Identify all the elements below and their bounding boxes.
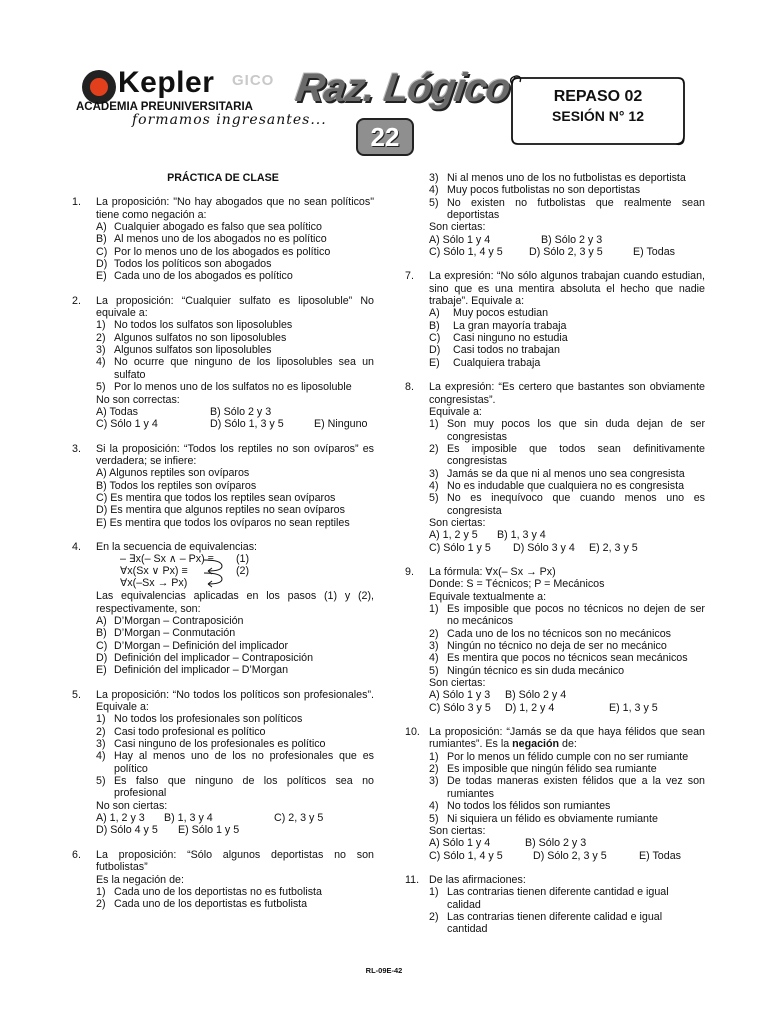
option: 2) Es imposible que todos sean definitivamente congresistas	[429, 442, 705, 468]
question-stem: En la secuencia de equivalencias:	[96, 540, 258, 553]
option: B) D’Morgan – Conmutación	[96, 627, 236, 640]
question-number: 7.	[405, 270, 414, 283]
option: A) Muy pocos estudian	[429, 307, 549, 320]
question-1	[72, 196, 374, 282]
option: 2) Cada uno de los deportistas es futbolista	[96, 898, 308, 911]
question-number: 1.	[72, 196, 81, 209]
question-9	[405, 566, 705, 714]
right-column	[405, 172, 705, 948]
question-number: 2.	[72, 294, 81, 307]
answer-row: C) Sólo 1, 4 y 5 D) Sólo 2, 3 y 5 E) Todas	[429, 246, 675, 259]
option: 1) Cada uno de los deportistas no es futbolista	[96, 885, 322, 898]
academy-name: ACADEMIA PREUNIVERSITARIA	[76, 101, 253, 113]
option: 4) Es mentira que pocos no técnicos sean mecánicos	[429, 652, 688, 665]
slogan: formamos ingresantes...	[132, 112, 327, 128]
question-2	[72, 295, 374, 431]
option: 5) No es inequívoco que cuando menos uno es congresista	[429, 492, 705, 517]
step-label: (1)	[236, 553, 250, 566]
option: D) Es mentira que algunos reptiles no sean ovíparos	[96, 504, 345, 517]
page-footer-code: RL-09E-42	[365, 966, 403, 975]
option: 3) Casi ninguno de los profesionales es político	[96, 738, 326, 751]
option: 1) Por lo menos un félido cumple con no ser rumiante	[429, 750, 689, 763]
question-stem: La expresión: “Es certero que bastantes son obviamente congresistas”.	[429, 381, 705, 406]
option: D) Casi todos no trabajan	[429, 344, 560, 357]
emphasis-negation: negación	[512, 738, 560, 751]
option: 5) Es falso que ninguno de los políticos sea no profesional	[96, 775, 374, 800]
question-prompt: Las equivalencias aplicadas en los pasos (1) y (2), respectivamente, son:	[96, 590, 374, 615]
question-3	[72, 443, 374, 529]
option: 1) No todos los profesionales son políticos	[96, 713, 303, 726]
answer-prompt: Son ciertas:	[429, 824, 486, 837]
answer-row: A) 1, 2 y 5 B) 1, 3 y 4	[429, 529, 546, 542]
option: 3) De todas maneras existen félidos que a la vez son rumiantes	[429, 775, 705, 800]
question-stem: La proposición: “Jamás se da que haya félidos que sean rumiantes”. Es la negación de:	[429, 726, 705, 751]
option: A) D’Morgan – Contraposición	[96, 614, 244, 627]
question-prompt: Es la negación de:	[96, 873, 184, 886]
option: E) Cualquiera trabaja	[429, 356, 541, 369]
option: C) Es mentira que todos los reptiles sean ovíparos	[96, 491, 336, 504]
option: 2) Es imposible que ningún félido sea rumiante	[429, 763, 657, 776]
option: 4) Hay al menos uno de los no profesionales que es político	[96, 750, 374, 775]
section-title: PRÁCTICA DE CLASE	[167, 172, 279, 184]
question-number: 10.	[405, 726, 420, 739]
formula-sequence	[96, 553, 374, 590]
question-stem: Si la proposición: “Todos los reptiles no son ovíparos” es verdadera; se infiere:	[96, 442, 374, 467]
question-number: 9.	[405, 565, 414, 578]
option: E) Es mentira que todos los ovíparos no sean reptiles	[96, 516, 350, 529]
question-8	[405, 381, 705, 554]
left-column	[72, 172, 374, 923]
option: C) D’Morgan – Definición del implicador	[96, 639, 289, 652]
answer-row: D) Sólo 4 y 5 E) Sólo 1 y 5	[96, 824, 240, 837]
question-number: 3.	[72, 442, 81, 455]
question-stem: La proposición: “Cualquier sulfato es liposoluble” No equivale a:	[96, 294, 374, 320]
question-stem: La proposición: “Sólo algunos deportistas no son futbolistas”	[96, 848, 374, 874]
option: E) Definición del implicador – D’Morgan	[96, 664, 289, 677]
question-prompt: Equivale a:	[429, 405, 482, 418]
option: 3) Algunos sulfatos son liposolubles	[96, 344, 272, 357]
question-stem: La expresión: “No sólo algunos trabajan cuando estudian, sino que es una mentira absoluta el hecho que nadie trabaje”. Equivale a:	[429, 270, 705, 308]
answer-row: C) Sólo 1, 4 y 5 D) Sólo 2, 3 y 5 E) Todas	[429, 849, 681, 862]
answer-row: A) Todas B) Sólo 2 y 3	[96, 405, 272, 418]
option: 3) Ningún no técnico no deja de ser no mecánico	[429, 640, 667, 653]
question-10	[405, 726, 705, 862]
answer-row: A) Sólo 1 y 3 B) Sólo 2 y 4	[429, 689, 567, 702]
option: 3) Jamás se da que ni al menos uno sea congresista	[429, 467, 685, 480]
answer-prompt: Son ciertas:	[429, 677, 486, 690]
question-definition: Donde: S = Técnicos; P = Mecánicos	[429, 578, 605, 591]
answer-prompt: No son correctas:	[96, 393, 180, 406]
formula-line: – ∃x(– Sx ∧ – Px) ≡	[120, 553, 214, 566]
question-number: 11.	[405, 873, 420, 886]
formula-line: ∀x(–Sx → Px)	[120, 577, 188, 590]
brand-ghost-text: GICO	[232, 72, 275, 89]
option: A) Algunos reptiles son ovíparos	[96, 467, 250, 480]
option: 2) Casi todo profesional es político	[96, 725, 266, 738]
option: D) Todos los políticos son abogados	[96, 258, 272, 271]
kepler-logo-icon	[82, 70, 116, 104]
question-number: 6.	[72, 848, 81, 861]
box-subtitle: SESIÓN N° 12	[552, 108, 644, 124]
question-number: 5.	[72, 688, 81, 701]
curved-arrows-icon	[200, 556, 230, 590]
option: 4) No ocurre que ninguno de los liposolubles sea un sulfato	[96, 356, 374, 381]
question-6	[72, 849, 374, 911]
option: 5) Por lo menos uno de los sulfatos no es liposoluble	[96, 381, 352, 394]
option: 2) Cada uno de los no técnicos son no mecánicos	[429, 627, 671, 640]
subject-title: Raz. Lógico	[292, 66, 513, 110]
question-6-continued	[405, 172, 705, 258]
question-number: 4.	[72, 540, 81, 553]
question-4	[72, 541, 374, 677]
question-stem: La proposición: “No todos los políticos son profesionales”. Equivale a:	[96, 688, 374, 714]
question-11	[405, 874, 705, 936]
answer-row: A) 1, 2 y 3 B) 1, 3 y 4 C) 2, 3 y 5	[96, 812, 324, 825]
option: D) Definición del implicador – Contraposición	[96, 652, 314, 664]
question-7	[405, 270, 705, 369]
number-badge: 22	[356, 118, 414, 156]
option: 5) Ningún técnico es sin duda mecánico	[429, 664, 625, 677]
formula-line: ∀x(Sx ∨ Px) ≡	[120, 565, 188, 578]
question-stem: La fórmula: ∀x(– Sx → Px)	[429, 565, 556, 578]
question-5	[72, 689, 374, 837]
question-stem: De las afirmaciones:	[429, 873, 526, 886]
brand-name: Kepler	[118, 66, 215, 99]
option: 1) Son muy pocos los que sin duda dejan de ser congresistas	[429, 418, 705, 443]
option: B) La gran mayoría trabaja	[429, 319, 567, 332]
box-title: REPASO 02	[553, 88, 643, 105]
option: 2) Algunos sulfatos no son liposolubles	[96, 331, 287, 344]
option: 4) Muy pocos futbolistas no son deportistas	[429, 184, 641, 197]
option: 4) No todos los félidos son rumiantes	[429, 800, 611, 813]
step-label: (2)	[236, 565, 250, 578]
answer-row: C) Sólo 1 y 5 D) Sólo 3 y 4 E) 2, 3 y 5	[429, 541, 638, 554]
question-stem: La proposición: "No hay abogados que no sean políticos" tiene como negación a:	[96, 196, 374, 221]
answer-prompt: Son ciertas:	[429, 221, 486, 234]
option: C) Casi ninguno no estudia	[429, 332, 568, 345]
option: 5) Ni siquiera un félido es obviamente rumiante	[429, 812, 658, 825]
question-prompt: Equivale textualmente a:	[429, 590, 547, 603]
option: B) Al menos uno de los abogados no es político	[96, 233, 327, 246]
option: A) Cualquier abogado es falso que sea político	[96, 221, 322, 234]
option: B) Todos los reptiles son ovíparos	[96, 479, 257, 492]
option: 2) Las contrarias tienen diferente calidad e igual cantidad	[429, 910, 663, 936]
answer-row: A) Sólo 1 y 4 B) Sólo 2 y 3	[429, 233, 603, 246]
option: 3) Ni al menos uno de los no futbolistas es deportista	[429, 172, 686, 184]
option: 5) No existen no futbolistas que realmente sean deportistas	[429, 196, 705, 222]
option: 4) No es indudable que cualquiera no es congresista	[429, 479, 685, 492]
answer-prompt: No son ciertas:	[96, 799, 168, 812]
option: E) Cada uno de los abogados es político	[96, 270, 293, 283]
option: 1) No todos los sulfatos son liposolubles	[96, 319, 293, 332]
option: 1) Es imposible que pocos no técnicos no dejen de ser no mecánicos	[429, 603, 705, 628]
answer-row: C) Sólo 1 y 4 D) Sólo 1, 3 y 5 E) Ninguno	[96, 418, 368, 431]
option: C) Por lo menos uno de los abogados es político	[96, 245, 331, 258]
answer-prompt: Son ciertas:	[429, 516, 486, 529]
question-number: 8.	[405, 381, 414, 394]
answer-row: A) Sólo 1 y 4 B) Sólo 2 y 3	[429, 837, 587, 850]
option: 1) Las contrarias tienen diferente cantidad e igual calidad	[429, 886, 669, 911]
answer-row: C) Sólo 3 y 5 D) 1, 2 y 4 E) 1, 3 y 5	[429, 701, 658, 714]
